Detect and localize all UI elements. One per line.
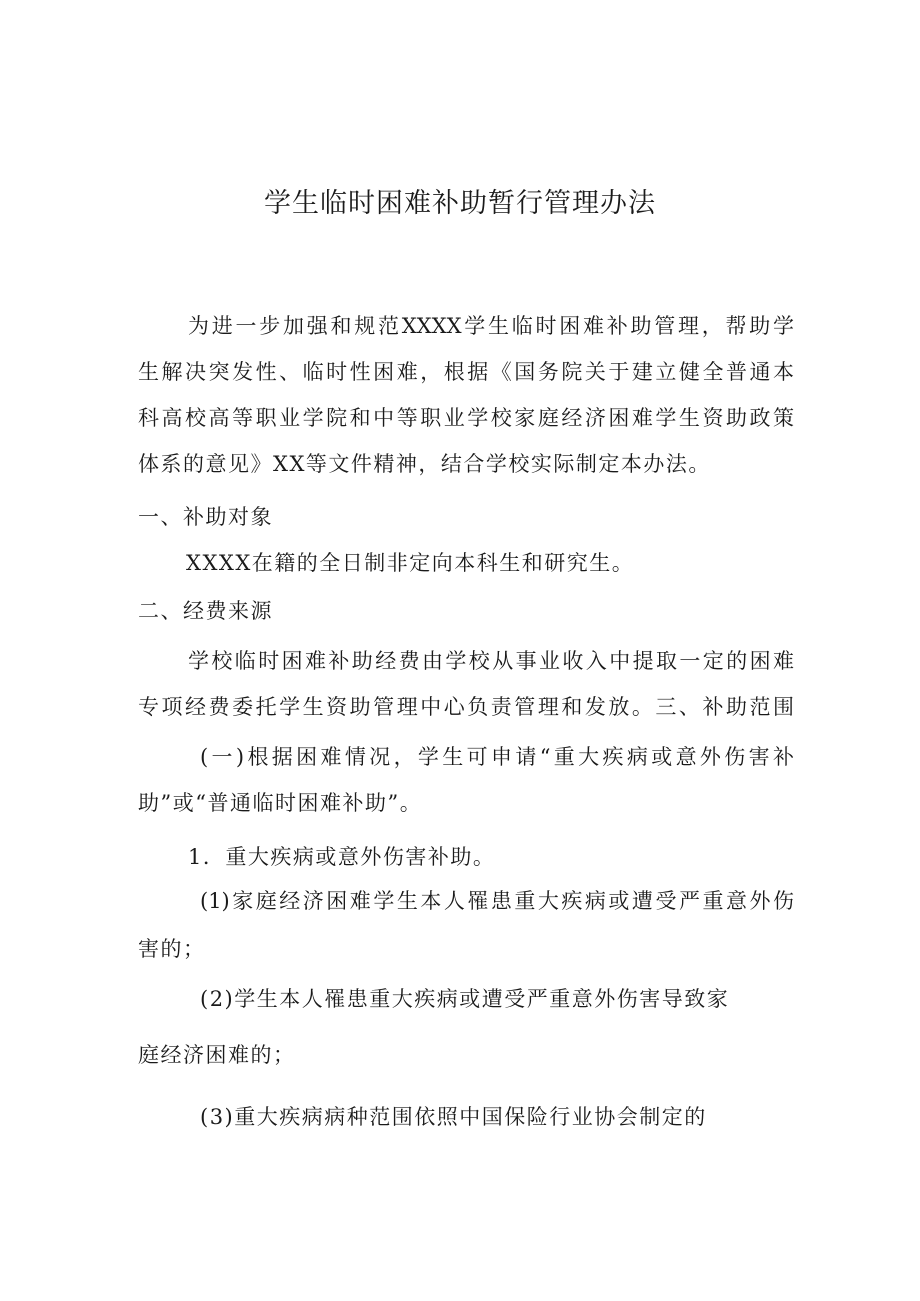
intro-line-2: 生解决突发性、临时性困难，根据《国务院关于建立健全普通本 [138, 360, 794, 384]
item1-heading: 1．重大疾病或意外伤害补助。 [188, 845, 496, 869]
item1-sub1-line-2: 害的； [138, 937, 206, 961]
item1-sub2-line-1: (2)学生本人罹患重大疾病或遭受严重意外伤害导致家 [200, 987, 730, 1011]
document-title: 学生临时困难补助暂行管理办法 [264, 188, 656, 219]
intro-line-3: 科高校高等职业学院和中等职业学校家庭经济困难学生资助政策 [138, 406, 794, 430]
section1-text: XXXX在籍的全日制非定向本科生和研究生。 [186, 551, 635, 575]
item1-sub2-line-2: 庭经济困难的； [138, 1043, 296, 1067]
section1-heading: 一、补助对象 [138, 505, 273, 529]
section3-para1-line-1: (一)根据困难情况，学生可申请“重大疾病或意外伤害补 [200, 745, 794, 769]
section2-heading: 二、经费来源 [138, 599, 273, 623]
item1-sub3-line-1: (3)重大疾病病种范围依照中国保险行业协会制定的 [200, 1105, 707, 1129]
intro-line-1: 为进一步加强和规范XXXX学生临时困难补助管理，帮助学 [188, 314, 794, 338]
item1-sub1-line-1: (1)家庭经济困难学生本人罹患重大疾病或遭受严重意外伤 [200, 889, 794, 913]
intro-line-4: 体系的意见》XX等文件精神，结合学校实际制定本办法。 [138, 452, 711, 476]
section3-para1-line-2: 助”或“普通临时困难补助”。 [138, 791, 423, 815]
section2-line-2: 专项经费委托学生资助管理中心负责管理和发放。三、补助范围 [138, 695, 794, 719]
section2-line-1: 学校临时困难补助经费由学校从事业收入中提取一定的困难 [188, 649, 794, 673]
